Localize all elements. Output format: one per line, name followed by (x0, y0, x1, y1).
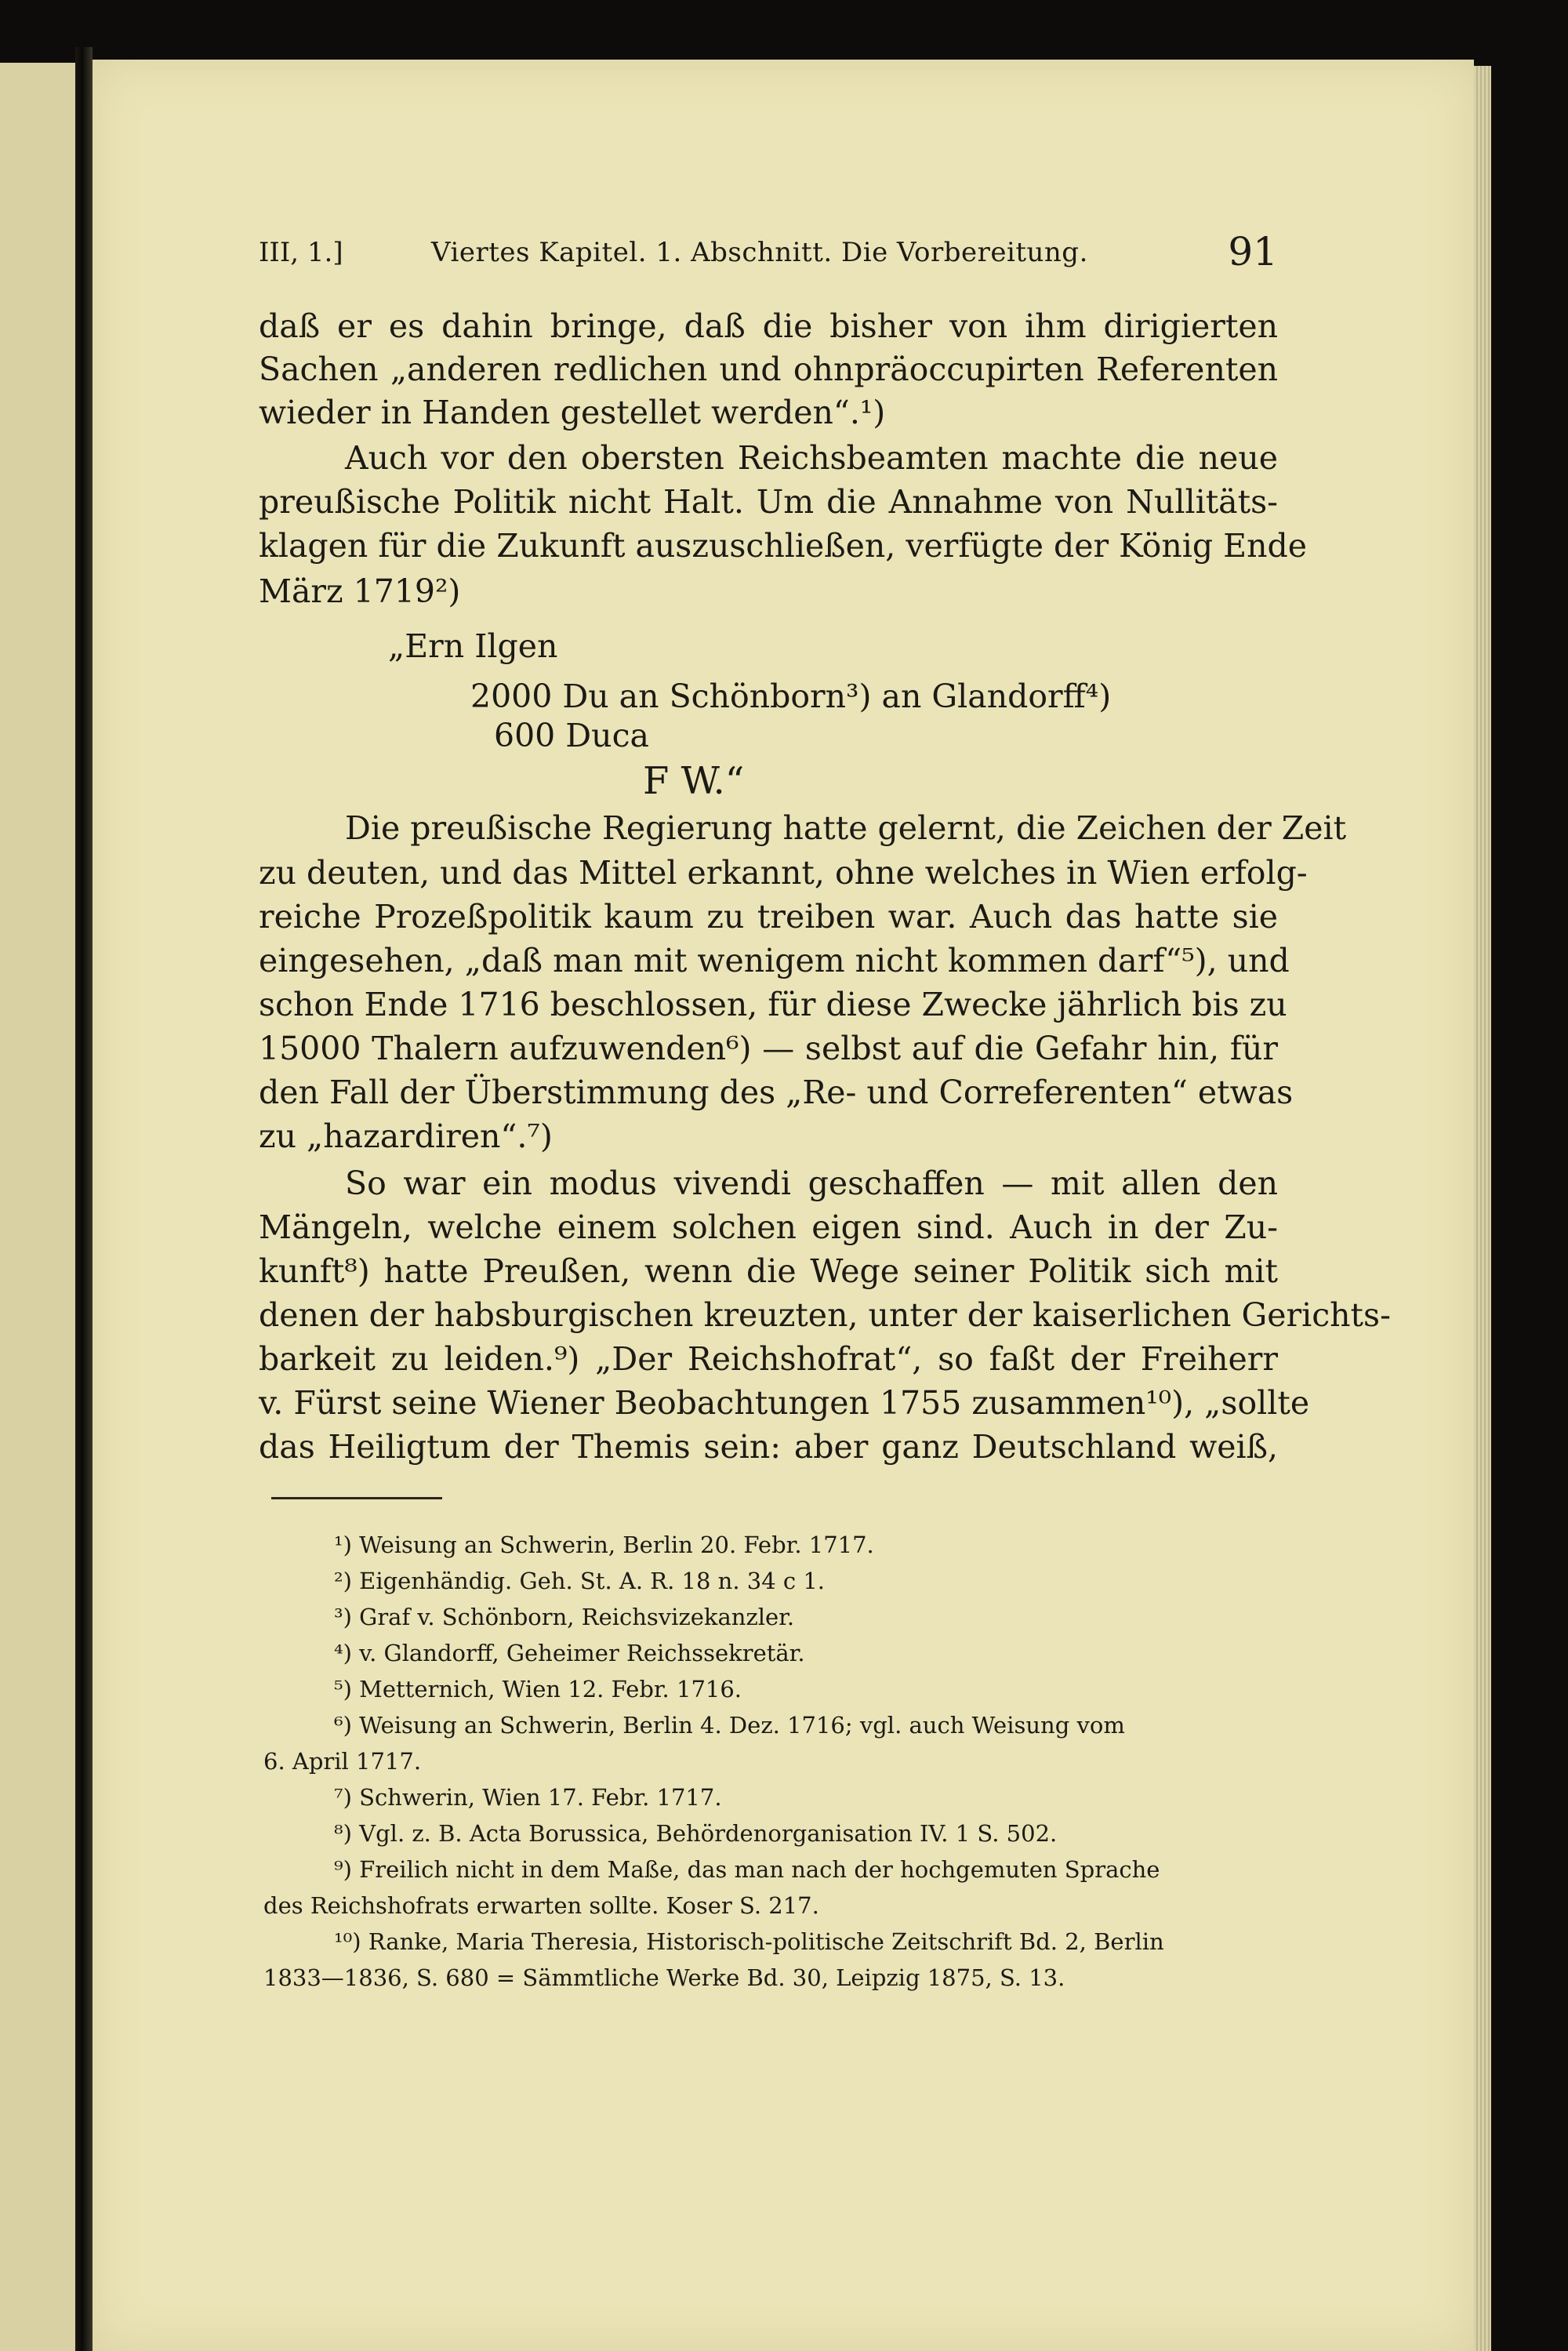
text-line: barkeit zu leiden.⁹) „Der Reichshofrat“, so faßt der Freiherr (259, 1340, 1278, 1378)
text-line: denen der habsburgischen kreuzten, unter der kaiserlichen Gerichts- (259, 1296, 1391, 1334)
text-line: preußische Politik nicht Halt. Um die Annahme von Nullitäts- (259, 483, 1278, 521)
footnote: ³) Graf v. Schönborn, Reichsvizekanzler. (334, 1604, 795, 1630)
text-line: Sachen „anderen redlichen und ohnpräoccupirten Referenten (259, 351, 1278, 388)
footnote: ¹) Weisung an Schwerin, Berlin 20. Febr. 1717. (334, 1532, 874, 1558)
text-line: wieder in Handen gestellet werden“.¹) (259, 394, 886, 431)
letter-line: „Ern Ilgen (388, 627, 558, 665)
footnote: ²) Eigenhändig. Geh. St. A. R. 18 n. 34 c 1. (334, 1568, 826, 1594)
footnote: ⁹) Freilich nicht in dem Maße, das man nach der hochgemuten Sprache (334, 1856, 1160, 1883)
text-line: Mängeln, welche einem solchen eigen sind. Auch in der Zu- (259, 1208, 1278, 1246)
text-line: den Fall der Überstimmung des „Re- und Correferenten“ etwas (259, 1074, 1294, 1111)
text-line: klagen für die Zukunft auszuschließen, verfügte der König Ende (259, 527, 1307, 565)
footnote-rule (271, 1497, 442, 1499)
footnote: ⁷) Schwerin, Wien 17. Febr. 1717. (334, 1784, 722, 1811)
text-line: schon Ende 1716 beschlossen, für diese Zwecke jährlich bis zu (259, 986, 1287, 1023)
footnote: ⁸) Vgl. z. B. Acta Borussica, Behördenorganisation IV. 1 S. 502. (334, 1820, 1058, 1847)
footnote-continuation: 1833—1836, S. 680 = Sämmtliche Werke Bd. 30, Leipzig 1875, S. 13. (263, 1964, 1065, 1991)
page-number: 91 (1228, 229, 1278, 274)
footnote: ⁴) v. Glandorff, Geheimer Reichssekretär. (334, 1640, 805, 1666)
footnote-continuation: 6. April 1717. (263, 1748, 422, 1775)
letter-line: 2000 Du an Schönborn³) an Glandorff⁴) (470, 678, 1112, 715)
running-header (259, 229, 1278, 276)
text-line: So war ein modus vivendi geschaffen — mit allen den (345, 1165, 1278, 1202)
text-line: eingesehen, „daß man mit wenigem nicht kommen darf“⁵), und (259, 942, 1290, 979)
text-line: März 1719²) (259, 572, 461, 610)
footnote: ⁵) Metternich, Wien 12. Febr. 1716. (334, 1676, 742, 1702)
royal-signature: F W.“ (643, 759, 745, 803)
left-page-edge (0, 63, 75, 2351)
page-edges (1474, 66, 1491, 2351)
letter-line: 600 Duca (494, 717, 649, 754)
text-line: zu deuten, und das Mittel erkannt, ohne welches in Wien erfolg- (259, 854, 1308, 892)
text-line: daß er es dahin bringe, daß die bisher von ihm dirigierten (259, 307, 1278, 345)
section-reference: III, 1.] (259, 237, 343, 268)
text-line: das Heiligtum der Themis sein: aber ganz Deutschland weiß, (259, 1428, 1278, 1466)
footnote: ⁶) Weisung an Schwerin, Berlin 4. Dez. 1716; vgl. auch Weisung vom (334, 1712, 1125, 1739)
text-line: reiche Prozeßpolitik kaum zu treiben war. Auch das hatte sie (259, 898, 1278, 936)
book-gutter (75, 47, 93, 2351)
text-line: zu „hazardiren“.⁷) (259, 1117, 553, 1155)
footnote: ¹⁰) Ranke, Maria Theresia, Historisch-politische Zeitschrift Bd. 2, Berlin (334, 1928, 1164, 1955)
footnote-continuation: des Reichshofrats erwarten sollte. Koser S. 217. (263, 1892, 819, 1919)
text-line: Auch vor den obersten Reichsbeamten machte die neue (345, 439, 1278, 477)
text-line: v. Fürst seine Wiener Beobachtungen 1755 zusammen¹⁰), „sollte (259, 1384, 1310, 1422)
text-line: 15000 Thalern aufzuwenden⁶) — selbst auf die Gefahr hin, für (259, 1030, 1278, 1067)
text-line: Die preußische Regierung hatte gelernt, die Zeichen der Zeit (345, 809, 1347, 847)
text-line: kunft⁸) hatte Preußen, wenn die Wege seiner Politik sich mit (259, 1252, 1278, 1290)
chapter-title: Viertes Kapitel. 1. Abschnitt. Die Vorbereitung. (431, 237, 1088, 268)
